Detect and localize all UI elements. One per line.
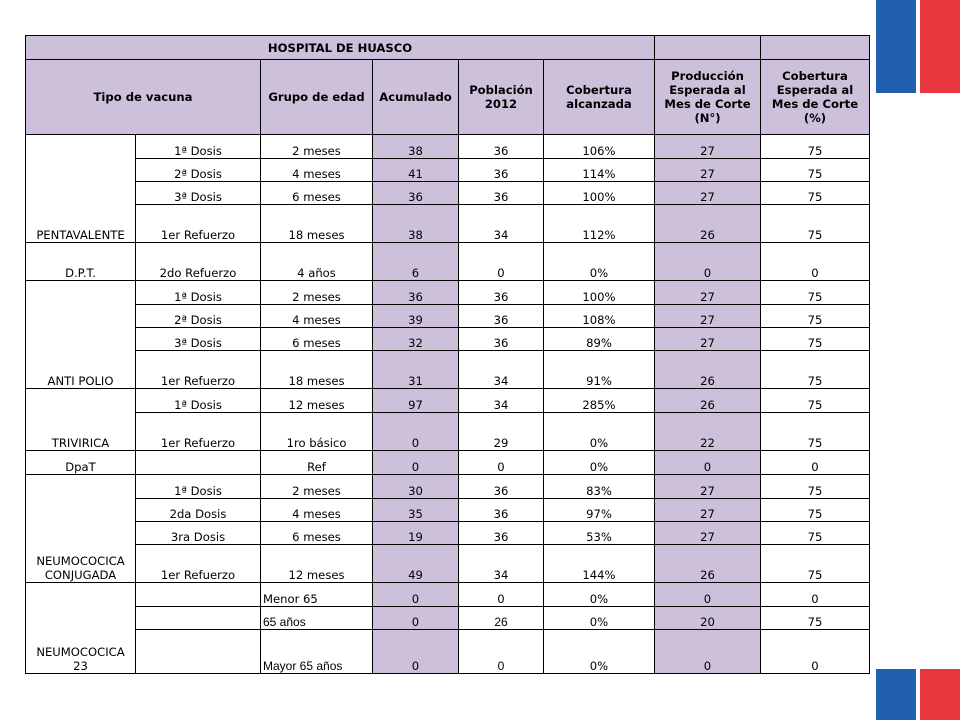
cell-cobesp: 75: [761, 328, 870, 351]
cell-prod: 0: [655, 630, 761, 674]
cell-acum: 38: [373, 205, 459, 243]
cell-dosis: 1er Refuerzo: [136, 413, 261, 451]
cell-pob: 34: [459, 351, 544, 389]
cell-pob: 0: [459, 451, 544, 475]
cell-acum: 31: [373, 351, 459, 389]
cell-cob: 53%: [544, 522, 655, 545]
cell-edad: 6 meses: [261, 328, 373, 351]
cell-prod: 20: [655, 607, 761, 630]
flag-red-stripe: [920, 669, 960, 720]
group-label: NEUMOCOCICA CONJUGADA: [26, 475, 136, 583]
cell-pob: 34: [459, 545, 544, 583]
cell-edad: 4 meses: [261, 159, 373, 182]
cell-edad: 2 meses: [261, 135, 373, 159]
cell-dosis: 3ª Dosis: [136, 328, 261, 351]
table-row: [26, 351, 870, 389]
group-label: TRIVIRICA: [26, 389, 136, 451]
cell-prod: 27: [655, 522, 761, 545]
cell-edad: 4 meses: [261, 499, 373, 522]
cell-dosis: [136, 607, 261, 630]
cell-cobesp: 0: [761, 630, 870, 674]
cell-edad: 18 meses: [261, 351, 373, 389]
cell-edad: 6 meses: [261, 182, 373, 205]
cell-pob: 0: [459, 583, 544, 607]
cell-prod: 0: [655, 243, 761, 281]
cell-pob: 26: [459, 607, 544, 630]
cell-cobesp: 75: [761, 389, 870, 413]
cell-acum: 38: [373, 135, 459, 159]
table-row: [26, 305, 870, 328]
cell-acum: 0: [373, 451, 459, 475]
cell-prod: 22: [655, 413, 761, 451]
cell-edad: 12 meses: [261, 389, 373, 413]
cell-cob: 112%: [544, 205, 655, 243]
flag-decoration-bottom: [876, 669, 960, 720]
cell-prod: 0: [655, 451, 761, 475]
table-row: [26, 413, 870, 451]
table-row: [26, 522, 870, 545]
cell-acum: 39: [373, 305, 459, 328]
cell-edad: 12 meses: [261, 545, 373, 583]
cell-acum: 36: [373, 281, 459, 305]
cell-prod: 27: [655, 281, 761, 305]
cell-prod: 27: [655, 499, 761, 522]
cell-dosis: 1ª Dosis: [136, 281, 261, 305]
cell-dosis: 3ª Dosis: [136, 182, 261, 205]
table-row: [26, 159, 870, 182]
cell-prod: 0: [655, 583, 761, 607]
header-empty-cell: [655, 36, 761, 60]
cell-edad: Mayor 65 años: [261, 630, 373, 674]
header-grupo: Grupo de edad: [261, 60, 373, 135]
vaccination-table: [25, 35, 870, 674]
cell-prod: 27: [655, 159, 761, 182]
cell-acum: 30: [373, 475, 459, 499]
cell-cob: 0%: [544, 451, 655, 475]
flag-blue-stripe: [876, 0, 916, 93]
group-label: D.P.T.: [26, 243, 136, 281]
cell-cob: 0%: [544, 413, 655, 451]
cell-edad: 65 años: [261, 607, 373, 630]
cell-prod: 27: [655, 135, 761, 159]
cell-edad: 2 meses: [261, 475, 373, 499]
header-acumulado: Acumulado: [373, 60, 459, 135]
header-produccion: Producción Esperada al Mes de Corte (N°): [655, 60, 761, 135]
cell-cobesp: 75: [761, 545, 870, 583]
cell-acum: 0: [373, 413, 459, 451]
cell-cobesp: 0: [761, 243, 870, 281]
flag-red-stripe: [920, 0, 960, 93]
cell-prod: 27: [655, 328, 761, 351]
flag-decoration-top: [876, 0, 960, 93]
cell-acum: 0: [373, 583, 459, 607]
table-row: [26, 135, 870, 159]
group-label: DpaT: [26, 451, 136, 475]
cell-cob: 97%: [544, 499, 655, 522]
cell-cob: 100%: [544, 182, 655, 205]
cell-edad: 18 meses: [261, 205, 373, 243]
cell-cobesp: 75: [761, 413, 870, 451]
cell-prod: 26: [655, 545, 761, 583]
cell-pob: 34: [459, 389, 544, 413]
cell-acum: 19: [373, 522, 459, 545]
cell-pob: 34: [459, 205, 544, 243]
cell-dosis: [136, 451, 261, 475]
table-row: [26, 243, 870, 281]
cell-acum: 6: [373, 243, 459, 281]
cell-dosis: 1er Refuerzo: [136, 205, 261, 243]
cell-pob: 0: [459, 630, 544, 674]
cell-acum: 32: [373, 328, 459, 351]
cell-cobesp: 75: [761, 305, 870, 328]
cell-cobesp: 75: [761, 499, 870, 522]
cell-edad: 4 meses: [261, 305, 373, 328]
cell-acum: 41: [373, 159, 459, 182]
table-row: [26, 281, 870, 305]
cell-prod: 27: [655, 305, 761, 328]
table-row: [26, 451, 870, 475]
cell-dosis: 2ª Dosis: [136, 159, 261, 182]
cell-prod: 26: [655, 351, 761, 389]
header-cobertura: Cobertura alcanzada: [544, 60, 655, 135]
cell-cobesp: 75: [761, 159, 870, 182]
cell-cobesp: 75: [761, 607, 870, 630]
cell-acum: 0: [373, 630, 459, 674]
cell-dosis: 1er Refuerzo: [136, 545, 261, 583]
cell-dosis: 1er Refuerzo: [136, 351, 261, 389]
cell-cob: 0%: [544, 243, 655, 281]
cell-dosis: 2da Dosis: [136, 499, 261, 522]
cell-cob: 144%: [544, 545, 655, 583]
cell-pob: 29: [459, 413, 544, 451]
cell-edad: 4 años: [261, 243, 373, 281]
table-row: [26, 583, 870, 607]
cell-dosis: 3ra Dosis: [136, 522, 261, 545]
cell-acum: 35: [373, 499, 459, 522]
cell-dosis: 1ª Dosis: [136, 389, 261, 413]
table-row: [26, 328, 870, 351]
cell-cob: 106%: [544, 135, 655, 159]
table-title: HOSPITAL DE HUASCO: [26, 36, 655, 60]
group-label: ANTI POLIO: [26, 281, 136, 389]
cell-cobesp: 0: [761, 451, 870, 475]
cell-pob: 36: [459, 328, 544, 351]
table-row: [26, 630, 870, 674]
group-label: NEUMOCOCICA 23: [26, 583, 136, 674]
cell-dosis: 1ª Dosis: [136, 135, 261, 159]
table-row: [26, 205, 870, 243]
cell-acum: 97: [373, 389, 459, 413]
cell-acum: 49: [373, 545, 459, 583]
cell-pob: 36: [459, 499, 544, 522]
cell-dosis: [136, 583, 261, 607]
header-poblacion: Población 2012: [459, 60, 544, 135]
cell-cobesp: 0: [761, 583, 870, 607]
cell-cobesp: 75: [761, 475, 870, 499]
cell-cob: 0%: [544, 607, 655, 630]
cell-dosis: 2do Refuerzo: [136, 243, 261, 281]
table-row: [26, 545, 870, 583]
cell-acum: 36: [373, 182, 459, 205]
cell-cob: 0%: [544, 630, 655, 674]
header-cobertura-esperada: Cobertura Esperada al Mes de Corte (%): [761, 60, 870, 135]
cell-prod: 26: [655, 389, 761, 413]
cell-pob: 36: [459, 281, 544, 305]
cell-dosis: 2ª Dosis: [136, 305, 261, 328]
table-row: [26, 182, 870, 205]
cell-acum: 0: [373, 607, 459, 630]
cell-pob: 36: [459, 475, 544, 499]
cell-pob: 36: [459, 182, 544, 205]
cell-edad: 6 meses: [261, 522, 373, 545]
header-empty-cell: [761, 36, 870, 60]
cell-edad: 1ro básico: [261, 413, 373, 451]
flag-blue-stripe: [876, 669, 916, 720]
cell-pob: 0: [459, 243, 544, 281]
cell-cobesp: 75: [761, 351, 870, 389]
cell-cob: 0%: [544, 583, 655, 607]
table-row: [26, 389, 870, 413]
cell-pob: 36: [459, 159, 544, 182]
cell-cob: 100%: [544, 281, 655, 305]
cell-dosis: [136, 630, 261, 674]
table-row: [26, 607, 870, 630]
cell-edad: 2 meses: [261, 281, 373, 305]
cell-cob: 108%: [544, 305, 655, 328]
table-row: [26, 499, 870, 522]
cell-cobesp: 75: [761, 135, 870, 159]
cell-edad: Ref: [261, 451, 373, 475]
cell-cob: 83%: [544, 475, 655, 499]
cell-dosis: 1ª Dosis: [136, 475, 261, 499]
cell-cob: 285%: [544, 389, 655, 413]
header-tipo: Tipo de vacuna: [26, 60, 261, 135]
cell-edad: Menor 65: [261, 583, 373, 607]
cell-prod: 26: [655, 205, 761, 243]
cell-pob: 36: [459, 135, 544, 159]
cell-pob: 36: [459, 305, 544, 328]
cell-pob: 36: [459, 522, 544, 545]
cell-cobesp: 75: [761, 522, 870, 545]
cell-cob: 91%: [544, 351, 655, 389]
cell-prod: 27: [655, 475, 761, 499]
cell-cobesp: 75: [761, 281, 870, 305]
group-label: PENTAVALENTE: [26, 135, 136, 243]
cell-cob: 114%: [544, 159, 655, 182]
table-row: [26, 475, 870, 499]
cell-cob: 89%: [544, 328, 655, 351]
cell-prod: 27: [655, 182, 761, 205]
cell-cobesp: 75: [761, 182, 870, 205]
cell-cobesp: 75: [761, 205, 870, 243]
